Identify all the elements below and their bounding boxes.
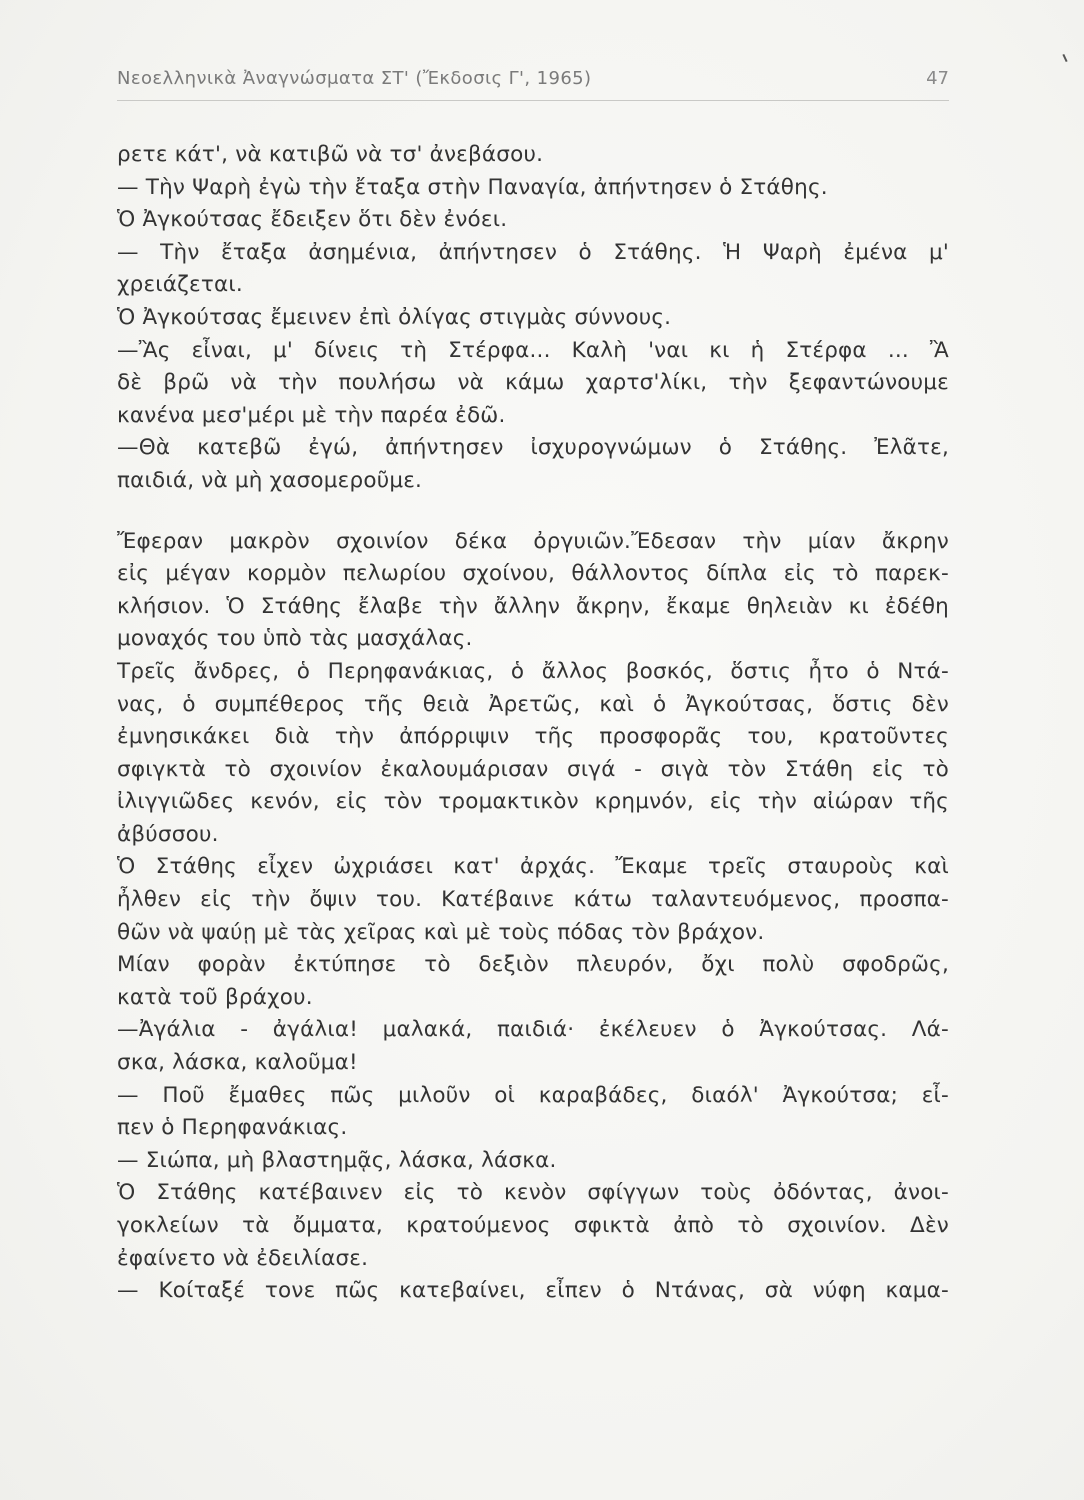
running-header	[117, 64, 949, 104]
text-line: ἀβύσσου.	[117, 821, 219, 847]
text-line: δὲ βρῶ νὰ τὴν πουλήσω νὰ κάμω χαρτσ'λίκι, τὴν ξεφαντώνουμε	[117, 370, 949, 396]
text-line: —Ἂς εἶναι, μ' δίνεις τὴ Στέρφα... Καλὴ 'ναι κι ἡ Στέρφα ... Ἂ	[117, 337, 949, 363]
text-line: μοναχός του ὑπὸ τὰς μασχάλας.	[117, 626, 473, 652]
text-line: κατὰ τοῦ βράχου.	[117, 984, 313, 1010]
paragraph-gap	[117, 498, 949, 526]
text-line: νας, ὁ συμπέθερος τῆς θειὰ Ἀρετῶς, καὶ ὁ Ἀγκούτσας, ὅστις δὲν	[117, 691, 949, 717]
text-line: Ὁ Ἀγκούτσας ἔμεινεν ἐπὶ ὀλίγας στιγμὰς σύννους.	[117, 304, 672, 330]
text-line: Μίαν φορὰν ἐκτύπησε τὸ δεξιὸν πλευρόν, ὄχι πολὺ σφοδρῶς,	[117, 952, 949, 978]
text-line: σφιγκτὰ τὸ σχοινίον ἐκαλουμάρισαν σιγά - σιγὰ τὸν Στάθη εἰς τὸ	[117, 756, 949, 782]
text-line: Τρεῖς ἄνδρες, ὁ Περηφανάκιας, ὁ ἄλλος βοσκός, ὅστις ἦτο ὁ Ντά-	[117, 658, 949, 684]
header-rule	[117, 100, 949, 101]
text-line: —Ἀγάλια - ἀγάλια! μαλακά, παιδιά· ἐκέλευεν ὁ Ἀγκούτσας. Λά-	[117, 1017, 949, 1043]
page-number: 47	[926, 68, 949, 89]
text-line: ρετε κάτ', νὰ κατιβῶ νὰ τσ' ἀνεβάσου.	[117, 142, 544, 167]
text-line: κανένα μεσ'μέρι μὲ τὴν παρέα ἐδῶ.	[117, 402, 506, 428]
text-line: σκα, λάσκα, καλοῦμα!	[117, 1050, 358, 1076]
text-line: χρειάζεται.	[117, 272, 243, 298]
text-line: ἰλιγγιῶδες κενόν, εἰς τὸν τρομακτικὸν κρημνόν, εἰς τὴν αἰώραν τῆς	[117, 789, 949, 815]
text-line: — Τὴν Ψαρὴ ἐγὼ τὴν ἔταξα στὴν Παναγία, ἀπήντησεν ὁ Στάθης.	[117, 174, 828, 200]
text-line: παιδιά, νὰ μὴ χασομεροῦμε.	[117, 467, 423, 493]
text-line: —Θὰ κατεβῶ ἐγώ, ἀπήντησεν ἰσχυρογνώμων ὁ Στάθης. Ἐλᾶτε,	[117, 435, 949, 461]
text-line: εἰς μέγαν κορμὸν πελωρίου σχοίνου, θάλλοντος δίπλα εἰς τὸ παρεκ-	[117, 561, 949, 587]
text-line: Ἔφεραν μακρὸν σχοινίον δέκα ὀργυιῶν.Ἔδεσαν τὴν μίαν ἄκρην	[117, 528, 949, 554]
text-line: κλήσιον. Ὁ Στάθης ἔλαβε τὴν ἄλλην ἄκρην, ἔκαμε θηλειὰν κι ἐδέθη	[117, 593, 949, 619]
text-line: πεν ὁ Περηφανάκιας.	[117, 1115, 348, 1141]
text-line: — Σιώπα, μὴ βλαστημᾷς, λάσκα, λάσκα.	[117, 1147, 557, 1173]
text-line: Ὁ Ἀγκούτσας ἔδειξεν ὅτι δὲν ἐνόει.	[117, 207, 508, 233]
text-line: θῶν νὰ ψαύῃ μὲ τὰς χεῖρας καὶ μὲ τοὺς πόδας τὸν βράχον.	[117, 919, 765, 945]
text-line: — Τὴν ἔταξα ἀσημένια, ἀπήντησεν ὁ Στάθης. Ἡ Ψαρὴ ἐμένα μ'	[117, 239, 949, 265]
text-line: ἐμνησικάκει διὰ τὴν ἀπόρριψιν τῆς προσφορᾶς του, κρατοῦντες	[117, 724, 949, 750]
text-line: ἦλθεν εἰς τὴν ὄψιν του. Κατέβαινε κάτω ταλαντευόμενος, προσπα-	[117, 887, 949, 913]
scan-mark	[1062, 54, 1067, 62]
text-line: — Κοίταξέ τονε πῶς κατεβαίνει, εἶπεν ὁ Ντάνας, σὰ νύφη καμα-	[117, 1278, 949, 1304]
running-title: Νεοελληνικὰ Ἀναγνώσματα ΣΤ' (Ἔκδοσις Γ', 1965)	[117, 68, 592, 89]
text-line: ἐφαίνετο νὰ ἐδειλίασε.	[117, 1245, 369, 1271]
body-text	[117, 139, 949, 1308]
text-line: — Ποῦ ἔμαθες πῶς μιλοῦν οἱ καραβάδες, διαόλ' Ἀγκούτσα; εἶ-	[117, 1082, 949, 1108]
text-line: Ὁ Στάθης κατέβαινεν εἰς τὸ κενὸν σφίγγων τοὺς ὀδόντας, ἀνοι-	[117, 1180, 949, 1206]
text-line: Ὁ Στάθης εἶχεν ὠχριάσει κατ' ἀρχάς. Ἔκαμε τρεῖς σταυροὺς καὶ	[117, 854, 949, 880]
text-line: γοκλείων τὰ ὄμματα, κρατούμενος σφικτὰ ἀπὸ τὸ σχοινίον. Δὲν	[117, 1213, 949, 1238]
